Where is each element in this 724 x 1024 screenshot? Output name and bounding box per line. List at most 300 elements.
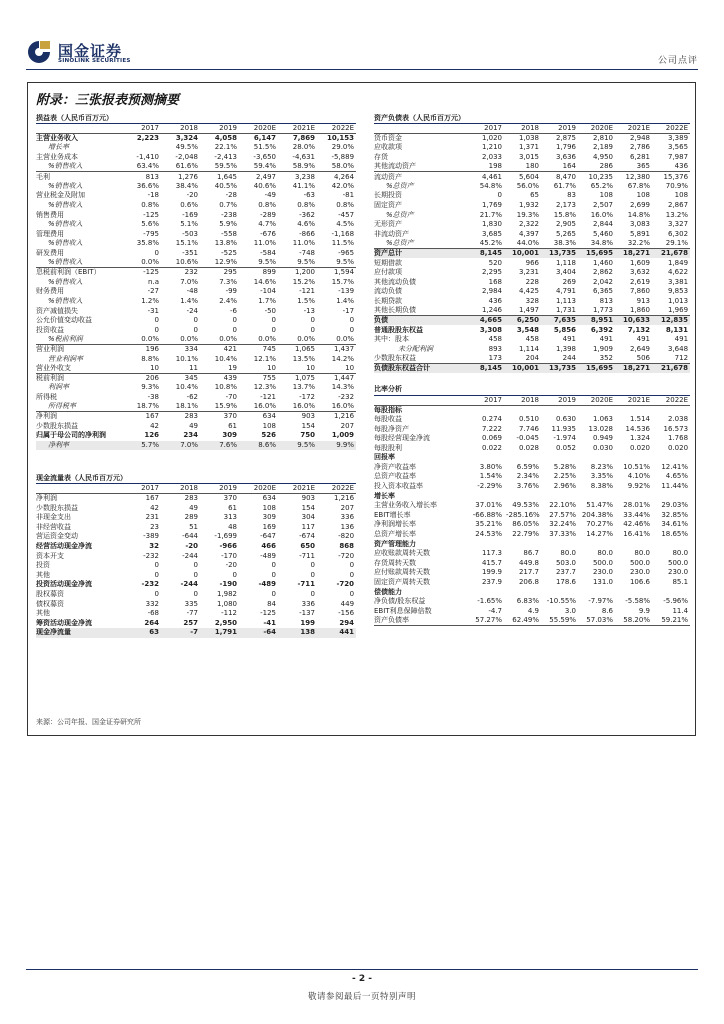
value-cell: 3,231 — [518, 268, 539, 277]
value-cell: 37.01% — [475, 501, 502, 510]
value-cell: 1,796 — [555, 143, 576, 152]
value-cell: 2.4% — [219, 296, 237, 305]
value-cell: 12.3% — [253, 383, 276, 392]
value-cell: 4.7% — [258, 220, 276, 229]
value-cell: 1,460 — [592, 258, 613, 267]
value-cell: 7.6% — [200, 441, 239, 451]
table-row — [36, 172, 356, 182]
row-label: 投资收益 — [36, 325, 64, 334]
value-cell: 37.33% — [549, 530, 576, 539]
row-label: %销售收入 — [48, 277, 83, 286]
table-row — [36, 345, 356, 355]
value-cell: 0 — [193, 561, 198, 570]
table-row — [36, 182, 356, 192]
row-label: 固定资产 — [374, 201, 402, 210]
table-row — [374, 162, 690, 172]
table-row — [374, 258, 690, 268]
table-row — [374, 325, 690, 335]
table-row — [36, 364, 356, 374]
value-cell: -584 — [260, 249, 276, 258]
value-cell: 0.8% — [297, 201, 315, 210]
row-label: %税前利润 — [36, 335, 122, 345]
value-cell: -503 — [182, 229, 198, 238]
value-cell: 0 — [349, 316, 355, 325]
value-cell: 4,950 — [592, 153, 613, 162]
table-row — [36, 258, 356, 268]
value-cell: 154 — [301, 421, 315, 430]
value-cell: 12.41% — [661, 462, 689, 471]
row-label: 总资产增长率 — [374, 530, 416, 539]
value-cell: -362 — [299, 210, 315, 219]
value-cell: 0.0% — [239, 335, 278, 345]
value-cell: 0 — [271, 590, 276, 599]
table-row — [374, 354, 690, 364]
value-cell: 304 — [301, 513, 315, 522]
value-cell: 1,773 — [578, 306, 615, 316]
value-cell: 15.1% — [175, 239, 198, 248]
value-cell: 22.79% — [512, 530, 539, 539]
value-cell: 2.25% — [553, 472, 576, 481]
value-cell: 5,891 — [629, 229, 650, 238]
value-cell: 0 — [310, 561, 315, 570]
value-cell: 441 — [317, 628, 356, 638]
value-cell: -5.58% — [625, 597, 650, 606]
year-header: 2022E — [317, 124, 356, 134]
header-divider — [26, 69, 698, 70]
value-cell: 49.5% — [175, 143, 198, 152]
table-row — [36, 335, 356, 345]
value-cell: 903 — [301, 412, 315, 421]
right-statements-table — [374, 114, 690, 626]
value-cell: 84 — [267, 599, 276, 608]
value-cell: 14.2% — [331, 354, 355, 363]
value-cell: 2,905 — [555, 220, 576, 229]
table-row — [374, 607, 690, 617]
value-cell: 500.0 — [592, 558, 613, 567]
value-cell: -2.29% — [477, 482, 502, 491]
spacer-cell — [374, 373, 690, 385]
ratio-group-title: 回报率 — [374, 453, 395, 462]
value-cell: 21,678 — [652, 249, 690, 259]
value-cell: 0.052 — [555, 443, 576, 452]
value-cell: 61 — [228, 421, 237, 430]
table-row — [36, 609, 356, 619]
value-cell: 9.92% — [627, 482, 650, 491]
value-cell: 0 — [310, 570, 315, 579]
value-cell: 9.5% — [278, 258, 317, 268]
value-cell: 9.3% — [141, 383, 159, 392]
value-cell: 196 — [145, 345, 159, 354]
value-cell: 1,447 — [333, 373, 355, 382]
year-header: 2017 — [122, 484, 161, 494]
ratio-group-header — [374, 587, 690, 597]
value-cell: 2,875 — [555, 134, 576, 143]
value-cell: -0.045 — [516, 434, 539, 443]
value-cell: 1,437 — [333, 345, 355, 354]
row-label: 非现金支出 — [36, 513, 71, 522]
value-cell: 491 — [562, 335, 576, 344]
value-cell: 86.05% — [512, 520, 539, 529]
value-cell: 27.57% — [549, 510, 576, 519]
table-row — [36, 220, 356, 230]
value-cell: 1,065 — [294, 345, 315, 354]
value-cell: 0.949 — [592, 434, 613, 443]
year-header: 2020E — [578, 395, 615, 405]
value-cell: 2,984 — [481, 287, 502, 296]
value-cell: 10,235 — [588, 172, 613, 181]
value-cell: 0 — [154, 316, 159, 325]
value-cell: 4.5% — [336, 220, 355, 229]
value-cell: 19 — [200, 364, 239, 374]
value-cell: 3,083 — [629, 220, 650, 229]
table-row — [374, 210, 690, 220]
value-cell: -289 — [260, 210, 276, 219]
value-cell: 237.9 — [481, 578, 502, 587]
value-cell: 289 — [184, 513, 198, 522]
table-row — [36, 523, 356, 533]
row-label: %总资产 — [374, 239, 468, 249]
source-note: 来源：公司年报、国金证券研究所 — [36, 718, 141, 726]
value-cell: 0 — [232, 325, 237, 334]
row-label: 净利率 — [36, 441, 122, 451]
table-row — [36, 431, 356, 441]
value-cell: -351 — [182, 249, 198, 258]
value-cell: 1,371 — [518, 143, 539, 152]
table-row — [374, 239, 690, 249]
value-cell: 10.6% — [161, 258, 200, 268]
table-row — [36, 210, 356, 220]
value-cell: 13.8% — [214, 239, 237, 248]
value-cell: 9.9 — [638, 606, 650, 615]
value-cell: -81 — [342, 191, 355, 200]
value-cell: 15,695 — [578, 364, 615, 374]
value-cell: 503.0 — [555, 558, 576, 567]
value-cell: -62 — [186, 392, 198, 401]
value-cell: 49.53% — [512, 501, 539, 510]
value-cell: 169 — [262, 522, 276, 531]
value-cell: 0.028 — [518, 443, 539, 452]
value-cell: 40.6% — [253, 181, 276, 190]
value-cell: 1,080 — [216, 599, 237, 608]
value-cell: 0.630 — [555, 414, 576, 423]
value-cell: 370 — [223, 494, 237, 503]
value-cell: 10.8% — [214, 383, 237, 392]
year-header: 2017 — [468, 124, 504, 134]
value-cell: 6.59% — [516, 462, 539, 471]
row-label: 所得税率 — [36, 402, 122, 412]
row-label: 应付账款周转天数 — [374, 568, 430, 577]
value-cell: 8,145 — [468, 249, 504, 259]
value-cell: 51.5% — [253, 143, 276, 152]
table-row — [36, 412, 356, 422]
value-cell: 0 — [497, 191, 502, 200]
value-cell: -24 — [186, 306, 198, 315]
value-cell: 16.41% — [623, 530, 650, 539]
value-cell: 8,131 — [665, 325, 689, 334]
row-label: 每股股利 — [374, 443, 402, 452]
value-cell: 458 — [525, 335, 539, 344]
value-cell: -70 — [225, 392, 237, 401]
value-cell: 3.0 — [564, 606, 576, 615]
ratio-group-title: 偿债能力 — [374, 587, 402, 596]
value-cell: 18.7% — [122, 402, 161, 412]
value-cell: 15.7% — [331, 277, 355, 286]
row-label: 负债股东权益合计 — [374, 364, 468, 374]
value-cell: -50 — [264, 306, 276, 315]
value-cell: 11 — [161, 364, 200, 374]
cash-flow-header — [36, 474, 356, 484]
value-cell: 199 — [300, 618, 315, 627]
value-cell: 0 — [349, 325, 355, 334]
value-cell: 1,645 — [216, 172, 237, 181]
year-header: 2018 — [161, 484, 200, 494]
table-row — [374, 482, 690, 492]
value-cell: 813 — [145, 172, 159, 181]
value-cell: 34.8% — [578, 239, 615, 249]
value-cell: 42.46% — [623, 520, 650, 529]
value-cell: 7,987 — [667, 153, 689, 162]
table-row — [36, 503, 356, 513]
table-row — [374, 249, 690, 259]
value-cell: 1.514 — [629, 414, 650, 423]
value-cell: 65.2% — [590, 181, 613, 190]
value-cell: 61.7% — [553, 181, 576, 190]
value-cell: 264 — [144, 618, 159, 627]
value-cell: -112 — [221, 609, 237, 618]
value-cell: 449.8 — [518, 558, 539, 567]
value-cell: 8,470 — [555, 172, 576, 181]
value-cell: 11.935 — [551, 424, 576, 433]
ratio-years-row — [374, 395, 690, 405]
year-header: 2022E — [652, 124, 690, 134]
value-cell: 2,950 — [214, 618, 237, 627]
value-cell: 1.5% — [297, 296, 315, 305]
spacer-row — [36, 462, 356, 474]
brand-name-en: SINOLINK SECURITIES — [58, 58, 131, 64]
value-cell: 10 — [239, 364, 278, 374]
value-cell: 899 — [262, 268, 276, 277]
row-label: 毛利 — [36, 172, 50, 181]
row-label: 投入资本收益率 — [374, 482, 423, 491]
value-cell: 15.8% — [553, 210, 576, 219]
value-cell: 34.61% — [661, 520, 689, 529]
year-header: 2021E — [278, 484, 317, 494]
row-label: 增长率 — [48, 143, 69, 152]
year-header: 2020E — [239, 484, 278, 494]
value-cell: 1.54% — [479, 472, 502, 481]
table-row — [374, 345, 690, 355]
value-cell: 49 — [189, 503, 198, 512]
row-label: 营业外收支 — [36, 364, 122, 374]
table-row — [36, 571, 356, 581]
value-cell: -711 — [297, 580, 315, 589]
value-cell: -389 — [143, 532, 159, 541]
table-row — [36, 383, 356, 393]
value-cell: 217.7 — [518, 568, 539, 577]
value-cell: 7,869 — [292, 134, 315, 143]
value-cell: 32 — [149, 542, 159, 551]
report-type: 公司点评 — [657, 56, 698, 66]
value-cell: 1,731 — [541, 306, 578, 316]
value-cell: 1,020 — [481, 134, 502, 143]
value-cell: 3,308 — [479, 325, 502, 334]
value-cell: 42 — [150, 503, 159, 512]
value-cell: 51.47% — [586, 501, 613, 510]
value-cell: 9.9% — [317, 441, 356, 451]
value-cell: 1.768 — [667, 434, 689, 443]
value-cell: 913 — [636, 296, 650, 305]
value-cell: -18 — [147, 191, 159, 200]
value-cell: -68 — [147, 609, 159, 618]
table-row — [36, 619, 356, 629]
value-cell: 7.3% — [219, 277, 237, 286]
value-cell: 0 — [193, 316, 198, 325]
value-cell: 0.0% — [122, 258, 161, 268]
table-row — [374, 316, 690, 326]
table-row — [374, 287, 690, 297]
value-cell: 1,849 — [667, 258, 689, 267]
value-cell: 0 — [154, 590, 159, 599]
value-cell: 1,113 — [555, 296, 576, 305]
value-cell: 1,398 — [555, 344, 576, 353]
table-row — [374, 511, 690, 521]
value-cell: 4.10% — [627, 472, 650, 481]
value-cell: 4,665 — [468, 316, 504, 326]
table-row — [36, 316, 356, 326]
table-row — [36, 580, 356, 590]
value-cell: 80.0 — [672, 549, 689, 558]
row-label: %销售收入 — [48, 201, 83, 210]
value-cell: 335 — [184, 599, 198, 608]
value-cell: 0 — [154, 249, 159, 258]
row-label: 资本开支 — [36, 551, 64, 560]
value-cell: 506 — [615, 354, 652, 364]
table-row — [36, 306, 356, 316]
value-cell: 23 — [150, 522, 159, 531]
value-cell: 0.020 — [667, 443, 689, 452]
income-statement-header — [36, 114, 356, 124]
value-cell: 206 — [145, 373, 159, 382]
value-cell: 436 — [488, 296, 502, 305]
value-cell: 295 — [223, 268, 237, 277]
value-cell: -232 — [338, 392, 355, 401]
value-cell: 59.5% — [200, 162, 239, 172]
value-cell: -156 — [338, 609, 355, 618]
value-cell: 283 — [184, 494, 198, 503]
value-cell: 10 — [122, 364, 161, 374]
value-cell: -674 — [299, 532, 315, 541]
value-cell: 1.7% — [258, 296, 276, 305]
table-row — [374, 153, 690, 163]
value-cell: 3,548 — [516, 325, 539, 334]
value-cell: 313 — [223, 513, 237, 522]
table-row — [36, 402, 356, 412]
value-cell: 108 — [674, 191, 689, 200]
row-label: 股权募资 — [36, 590, 64, 599]
value-cell: 10 — [278, 364, 317, 374]
value-cell: 1,497 — [504, 306, 541, 316]
value-cell: 10.51% — [623, 462, 650, 471]
row-label: 负债 — [374, 316, 468, 326]
table-row — [374, 172, 690, 182]
value-cell: 22.10% — [549, 501, 576, 510]
value-cell: 131.0 — [592, 578, 613, 587]
value-cell: 13.028 — [588, 424, 613, 433]
value-cell: 18,271 — [615, 364, 652, 374]
value-cell: 35.8% — [136, 239, 159, 248]
value-cell: -748 — [299, 249, 315, 258]
value-cell: 9.5% — [317, 258, 356, 268]
value-cell: 712 — [652, 354, 690, 364]
value-cell: 2,699 — [629, 201, 650, 210]
value-cell: -1,168 — [331, 229, 355, 238]
table-row — [374, 578, 690, 588]
value-cell: 16.0% — [239, 402, 278, 412]
table-row — [36, 590, 356, 600]
value-cell: -457 — [338, 210, 355, 219]
value-cell: 14.8% — [627, 210, 650, 219]
value-cell: -20 — [186, 191, 198, 200]
brand-name-cn: 国金证券 — [58, 42, 123, 60]
row-label: 应收款项 — [374, 143, 402, 152]
value-cell: 1,038 — [518, 134, 539, 143]
value-cell: 3,324 — [175, 134, 198, 143]
table-row — [374, 364, 690, 374]
value-cell: 13,735 — [541, 249, 578, 259]
value-cell: 14.3% — [331, 383, 355, 392]
year-header: 2018 — [161, 124, 200, 134]
value-cell: 199.9 — [481, 568, 502, 577]
value-cell: 207 — [340, 421, 355, 430]
value-cell: 58.0% — [317, 162, 356, 172]
value-cell: 1,860 — [615, 306, 652, 316]
value-cell: 11.0% — [253, 239, 276, 248]
value-cell: 244 — [541, 354, 578, 364]
value-cell: 36.6% — [136, 181, 159, 190]
table-row — [374, 501, 690, 511]
value-cell: 1,830 — [481, 220, 502, 229]
value-cell: 61 — [228, 503, 237, 512]
row-label: 其中：股本 — [374, 335, 409, 344]
table-row — [36, 230, 356, 240]
balance-sheet-header-title: 资产负债表（人民币百万元） — [374, 114, 690, 124]
table-row — [374, 424, 690, 434]
value-cell: 15,695 — [578, 249, 615, 259]
value-cell: 0.8% — [141, 201, 159, 210]
table-row — [36, 153, 356, 163]
value-cell: 0 — [154, 561, 159, 570]
row-label: 固定资产周转天数 — [374, 578, 430, 587]
value-cell: -121 — [299, 287, 315, 296]
disclaimer: 敬请参阅最后一页特别声明 — [307, 992, 416, 1002]
table-row — [36, 393, 356, 403]
value-cell: 58.20% — [615, 616, 652, 626]
row-label: 利润率 — [48, 383, 69, 392]
row-label: 其他长期负债 — [374, 306, 468, 316]
table-row — [36, 561, 356, 571]
value-cell: -20 — [225, 561, 237, 570]
table-row — [36, 249, 356, 259]
value-cell: 8.38% — [590, 482, 613, 491]
row-label: 普通股股东权益 — [374, 325, 423, 334]
value-cell: 2.34% — [516, 472, 539, 481]
value-cell: 2,649 — [629, 344, 650, 353]
value-cell: 16.0% — [590, 210, 613, 219]
value-cell: 108 — [262, 503, 276, 512]
value-cell: 10 — [317, 364, 356, 374]
value-cell: -5,889 — [331, 153, 355, 162]
row-label: %销售收入 — [48, 181, 83, 190]
